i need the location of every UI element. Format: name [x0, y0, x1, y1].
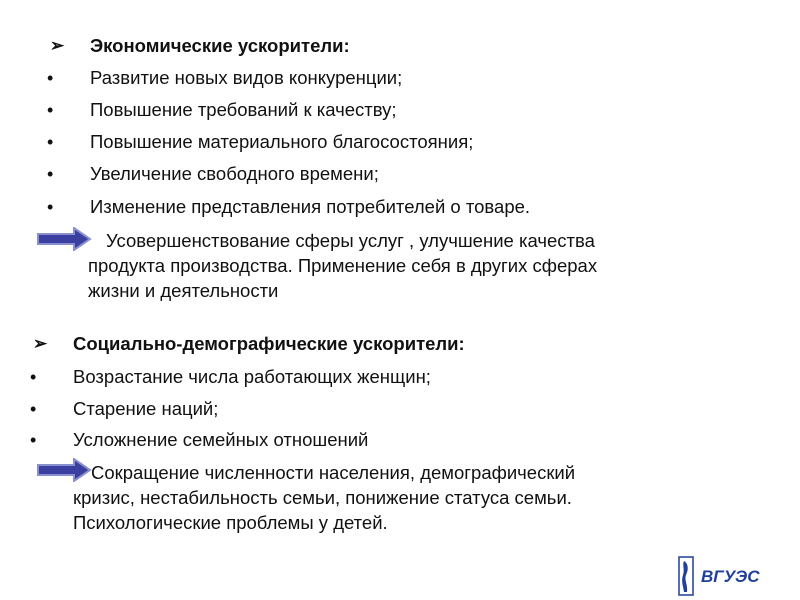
bullet-icon: • [47, 100, 54, 120]
check-bullet-icon: ➢ [33, 334, 48, 353]
list-item-text: Увеличение свободного времени; [90, 163, 379, 184]
list-item-text: Развитие новых видов конкуренции; [90, 67, 403, 88]
right-arrow-icon [36, 227, 92, 251]
section2-heading-row [33, 333, 465, 355]
list-item [30, 398, 219, 420]
section2-result-line: Сокращение численности населения, демографический [91, 462, 576, 483]
logo-text: ВГУЭС [701, 567, 760, 586]
list-item [47, 196, 531, 218]
list-item-text: Повышение требований к качеству; [90, 99, 397, 120]
bullet-icon: • [30, 367, 37, 387]
bullet-icon: • [47, 164, 54, 184]
section1-result-line: жизни и деятельности [88, 280, 279, 301]
section1-result-line: Усовершенствование сферы услуг , улучшение качества [106, 230, 595, 251]
section1-heading: Экономические ускорители: [90, 35, 350, 56]
bullet-icon: • [47, 132, 54, 152]
list-item-text: Усложнение семейных отношений [73, 429, 369, 450]
bullet-icon: • [47, 197, 54, 217]
university-logo [675, 555, 775, 597]
list-item-text: Возрастание числа работающих женщин; [73, 366, 431, 387]
section2-result-line: Психологические проблемы у детей. [73, 512, 388, 533]
list-item [47, 163, 379, 185]
list-item [47, 99, 397, 121]
section1-result-line: продукта производства. Применение себя в других сферах [88, 255, 598, 276]
section2-result-line: кризис, нестабильность семьи, понижение статуса семьи. [73, 487, 572, 508]
bullet-icon: • [47, 68, 54, 88]
list-item-text: Повышение материального благосостояния; [90, 131, 474, 152]
check-bullet-icon: ➢ [50, 36, 65, 55]
list-item-text: Старение наций; [73, 398, 219, 419]
list-item-text: Изменение представления потребителей о товаре. [90, 196, 531, 217]
section2-heading: Социально-демографические ускорители: [73, 333, 465, 354]
bullet-icon: • [30, 399, 37, 419]
list-item [47, 67, 403, 89]
bullet-icon: • [30, 430, 37, 450]
section1-heading-row [50, 35, 350, 57]
section2-result [73, 460, 575, 535]
list-item [30, 366, 431, 388]
list-item [47, 131, 474, 153]
section1-result [88, 228, 597, 303]
list-item [30, 429, 369, 451]
